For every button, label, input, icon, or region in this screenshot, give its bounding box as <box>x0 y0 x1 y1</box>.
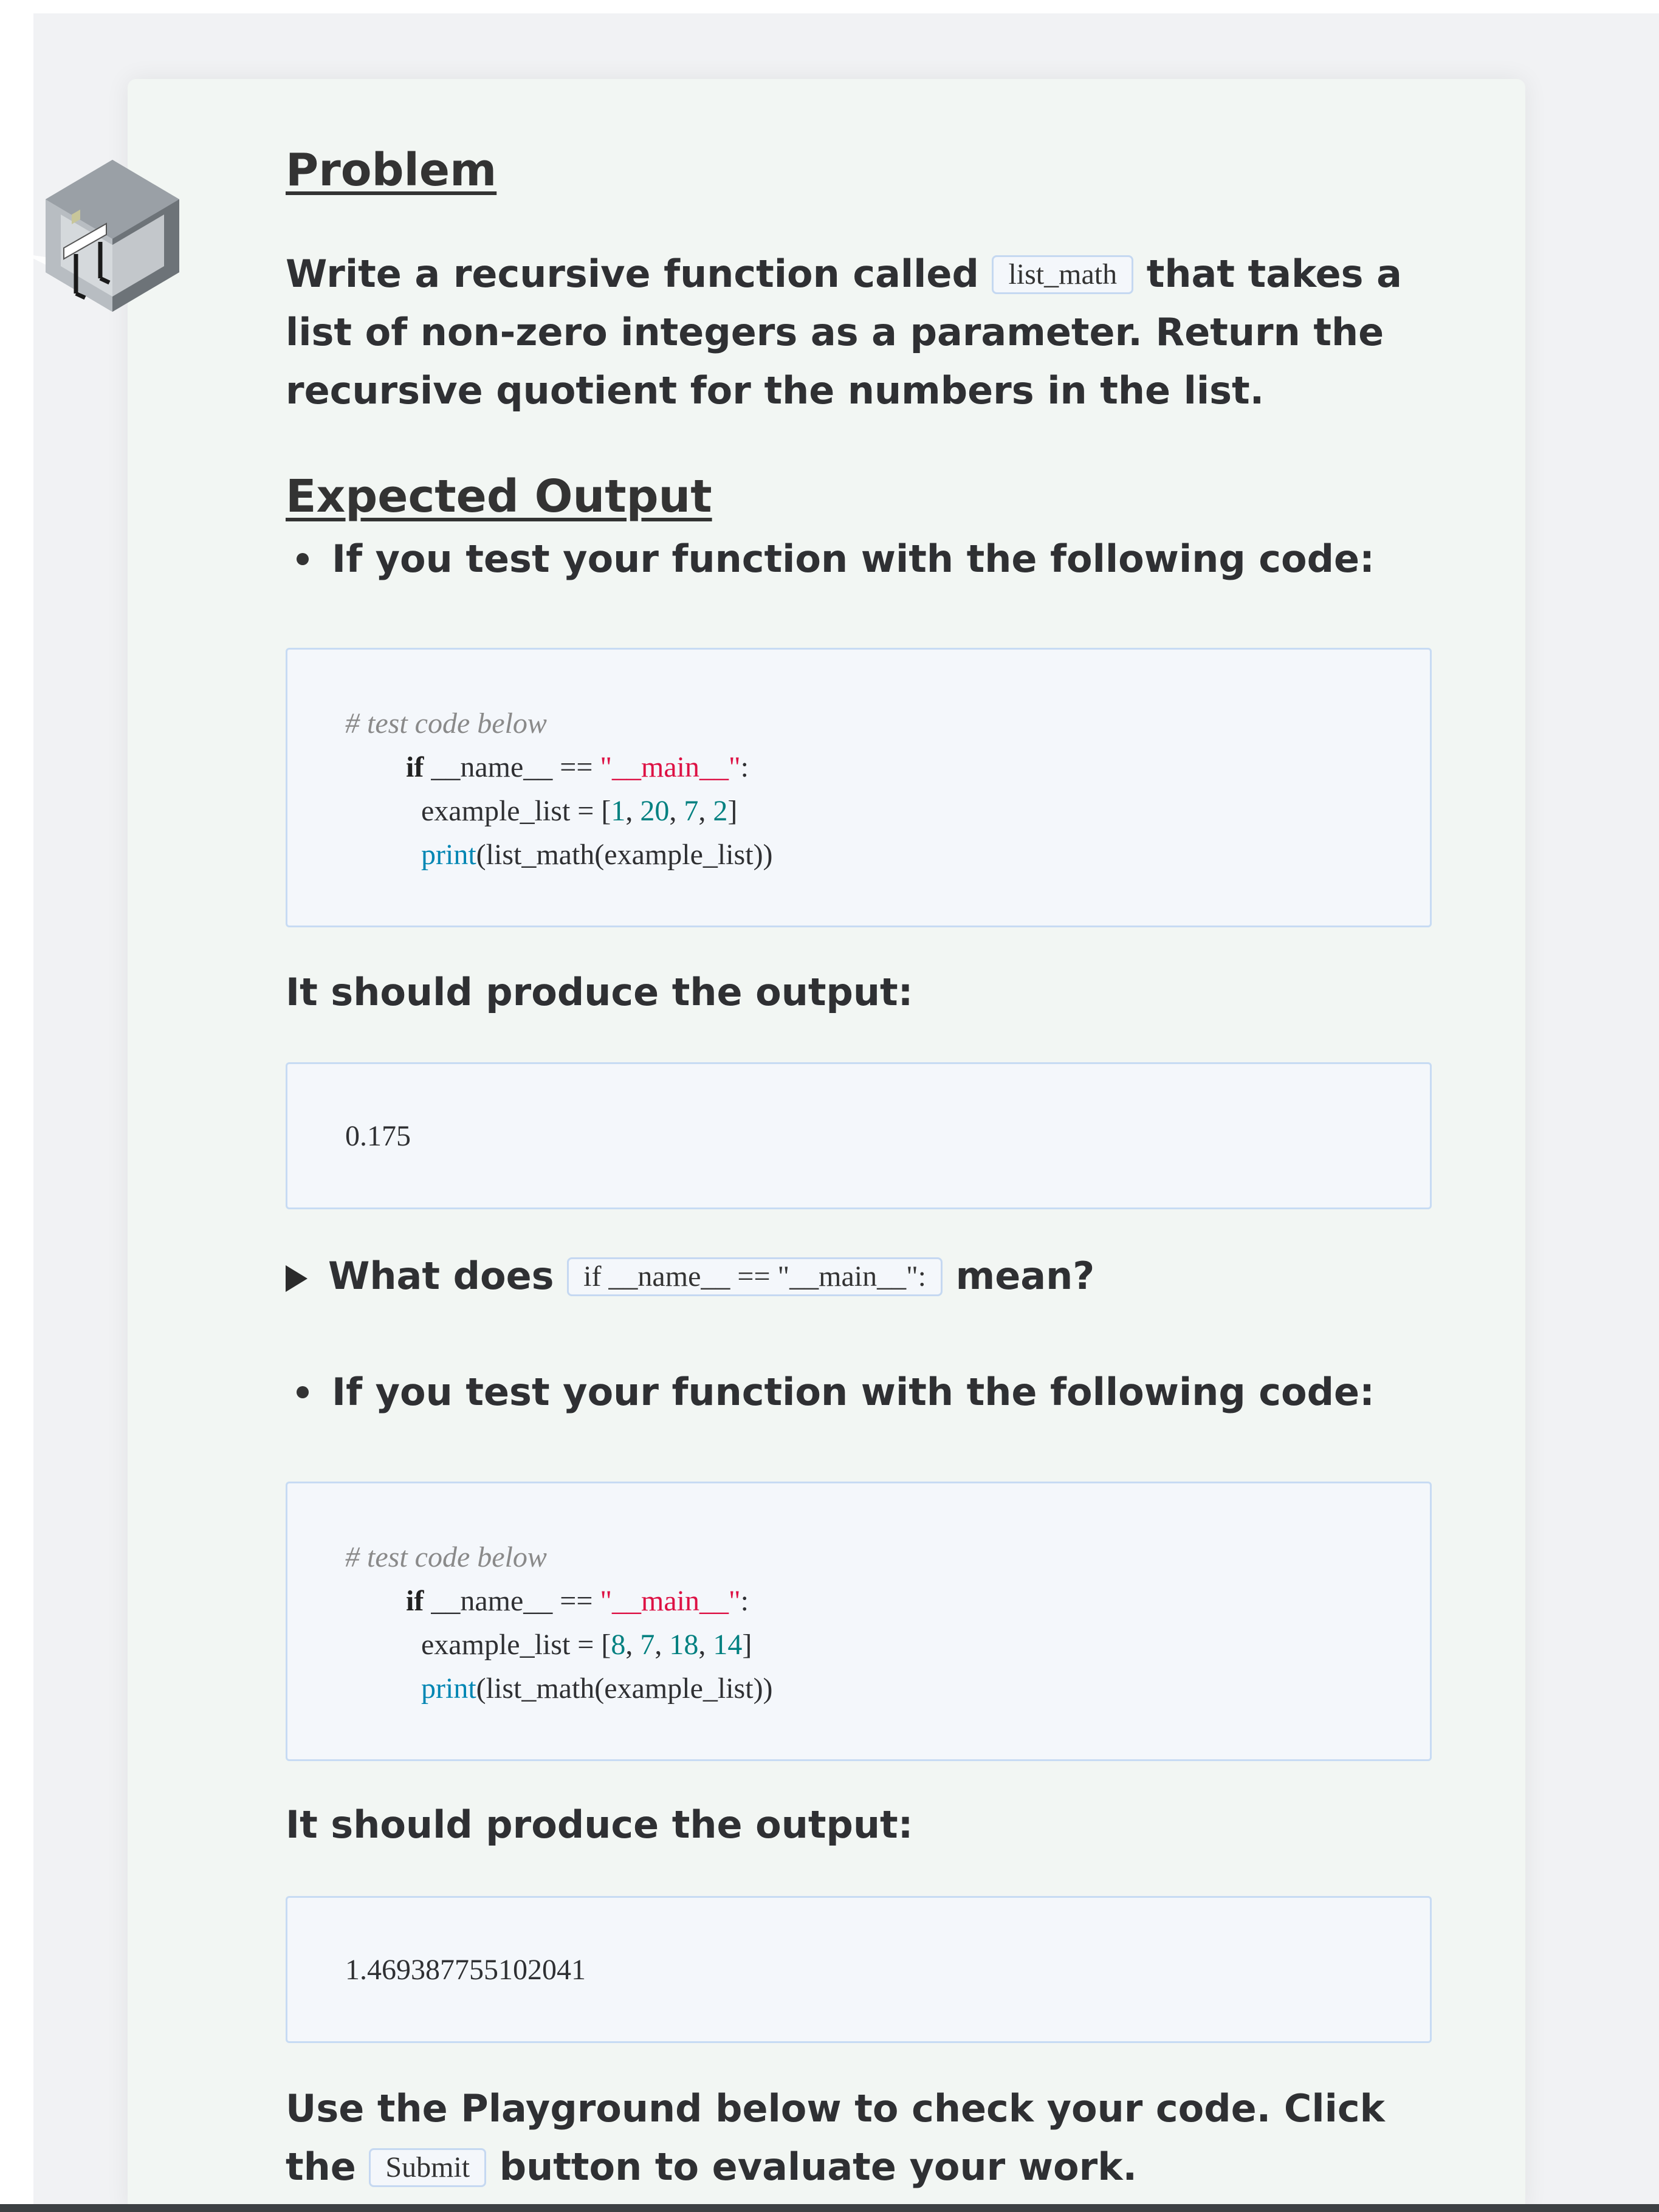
example-2-output-label: It should produce the output: <box>286 1802 913 1847</box>
code-if-line: if __name__ == "__main__": <box>406 751 749 783</box>
problem-text-after: that takes a list of non-zero integers as a parameter. Return the recursive quotient for the numbers in the list. <box>286 252 1402 413</box>
instructions-text-1: Use the Playground below to check your code. Click the <box>286 2086 1385 2189</box>
example-2-output-value: 1.469387755102041 <box>345 1953 586 1986</box>
details-prefix: What does <box>328 1254 554 1298</box>
example-2-bullet-text: If you test your function with the following code: <box>332 1370 1375 1414</box>
expected-output-heading: Expected Output <box>286 470 712 523</box>
example-1-bullet <box>286 530 1428 588</box>
playground-instructions <box>286 2080 1428 2196</box>
bullet-dot-icon <box>297 1386 309 1398</box>
code-comment: # test code below <box>345 1541 547 1573</box>
expected-output-section <box>286 469 1428 524</box>
code-print-line: print(list_math(example_list)) <box>421 839 773 871</box>
example-1-code-block <box>286 648 1432 927</box>
example-1-output-value: 0.175 <box>345 1119 411 1152</box>
instructions-text-2: button to evaluate your work. <box>499 2145 1137 2189</box>
function-name-code: list_math <box>992 255 1133 294</box>
example-2-code <box>345 1536 773 1711</box>
example-1-output-label: It should produce the output: <box>286 970 913 1014</box>
code-list-line: example_list = [1, 20, 7, 2] <box>421 795 738 827</box>
example-1-bullet-text: If you test your function with the following code: <box>332 537 1375 581</box>
details-suffix: mean? <box>955 1254 1095 1298</box>
code-list-line: example_list = [8, 7, 18, 14] <box>421 1629 752 1661</box>
submit-code-label: Submit <box>369 2148 486 2187</box>
example-1-output-block <box>286 1062 1432 1209</box>
bottom-edge-bar <box>0 2204 1659 2212</box>
problem-heading: Problem <box>286 144 497 196</box>
example-2-bullet <box>286 1363 1428 1421</box>
main-explanation-details[interactable] <box>286 1247 1428 1305</box>
code-comment: # test code below <box>345 707 547 740</box>
code-if-line: if __name__ == "__main__": <box>406 1585 749 1617</box>
example-2-output-block <box>286 1896 1432 2043</box>
example-2-code-block <box>286 1482 1432 1761</box>
problem-text-before: Write a recursive function called <box>286 252 979 296</box>
details-code: if __name__ == "__main__": <box>567 1257 943 1296</box>
code-print-line: print(list_math(example_list)) <box>421 1672 773 1705</box>
disclosure-triangle-icon[interactable] <box>286 1265 307 1292</box>
example-1-code <box>345 702 773 877</box>
hurdle-cube-logo-icon <box>24 157 201 315</box>
problem-section <box>286 143 1428 197</box>
problem-description <box>286 245 1428 420</box>
bullet-dot-icon <box>297 553 309 565</box>
